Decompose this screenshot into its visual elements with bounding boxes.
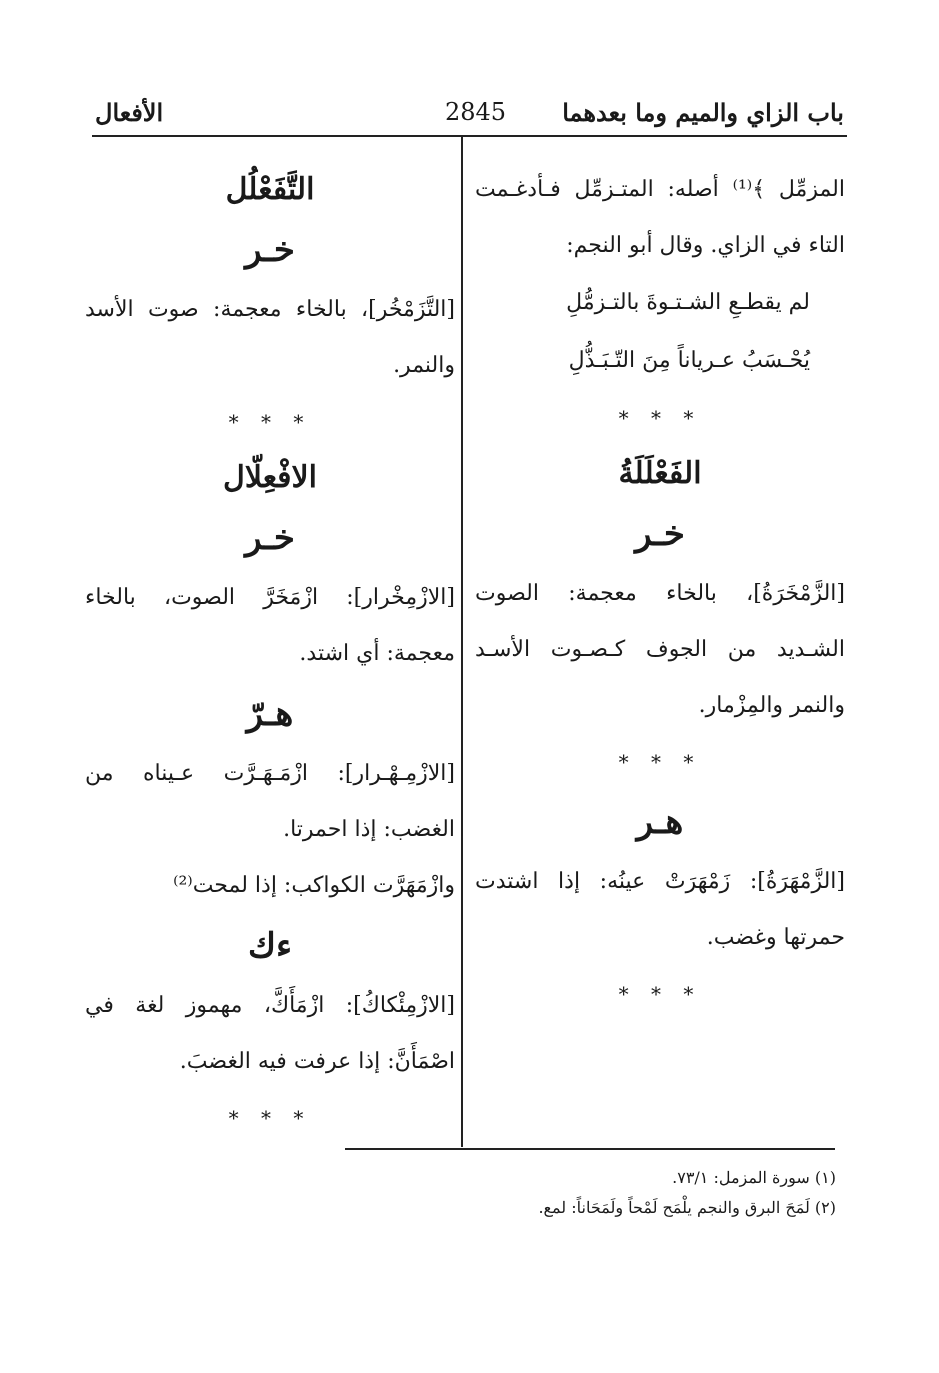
header-rule [92,135,847,137]
dictionary-entry: [الازْمِخْرار]: ازْمَخَرَّ الصوت، بالخاء معجمة: أي اشتد. [85,585,455,666]
root-heading: هـر [636,802,684,842]
footnote: (١) سورة المزمل: ٧٣/١. [672,1168,836,1187]
verse-line: يُحْـسَبُ عـرياناً مِنَ التّـبَـذُّلِ [568,348,810,373]
dictionary-entry: [الزَّمْهَرَةُ]: زَمْهَرَتْ عينُه: إذا اشتدت حمرتها وغضب. [475,869,845,950]
root-heading: خـر [635,514,685,554]
column-divider [461,137,463,1147]
dictionary-entry: [الازْمِـهْـرار]: ازْمَـهَـرَّت عـيناه من الغضب: إذا احمرتا. [85,761,455,842]
section-heading: الفَعْلَلَةُ [618,456,702,491]
section-heading: الافْعِلّال [223,460,317,495]
section-divider-stars: * * * [228,410,312,434]
section-divider-stars: * * * [228,1106,312,1130]
left-column [85,162,455,1146]
root-heading: خـر [245,230,295,270]
dictionary-entry: [الازْمِئْكاكُ]: ازْمَأَكَّ، مهموز لغة في اصْمَأَنَّ: إذا عرفت فيه الغضبَ. [85,993,455,1074]
section-divider-stars: * * * [618,750,702,774]
dictionary-entry: وازْمَهَرَّت الكواكب: إذا لمحت⁽²⁾ [173,873,455,898]
footnotes [236,1163,836,1223]
root-heading: خـر [245,518,295,558]
section-heading: التَّفَعْلُل [225,172,315,207]
dictionary-entry: [التَّزَمْخُر]، بالخاء معجمة: صوت الأسد والنمر. [85,297,455,378]
right-column [475,162,845,1022]
root-heading: هـرّ [246,694,294,734]
root-heading: ءك [247,926,292,966]
running-head-left: الأفعال [95,98,164,127]
verse-line: لم يقطـعِ الشـتـوةَ بالتـزمُّلِ [566,290,810,315]
footnote-rule [345,1148,835,1150]
dictionary-entry: [الزَّمْخَرَةُ]، بالخاء معجمة: الصوت الشـديد من الجوف كـصـوت الأسـد والنمر والمِزْمار. [475,581,845,718]
running-head-right: باب الزاي والميم وما بعدهما [562,98,844,127]
footnote: (٢) لَمَحَ البرق والنجم يلْمَح لَمْحاً ولَمَحَاناً: لمع. [538,1198,836,1217]
paragraph: المزمِّل ﴾⁽¹⁾ أصله: المتـزمِّل فـأدغـمت التاء في الزاي. وقال أبو النجم: [475,177,845,258]
page-number: 2845 [445,98,507,126]
section-divider-stars: * * * [618,406,702,430]
section-divider-stars: * * * [618,982,702,1006]
